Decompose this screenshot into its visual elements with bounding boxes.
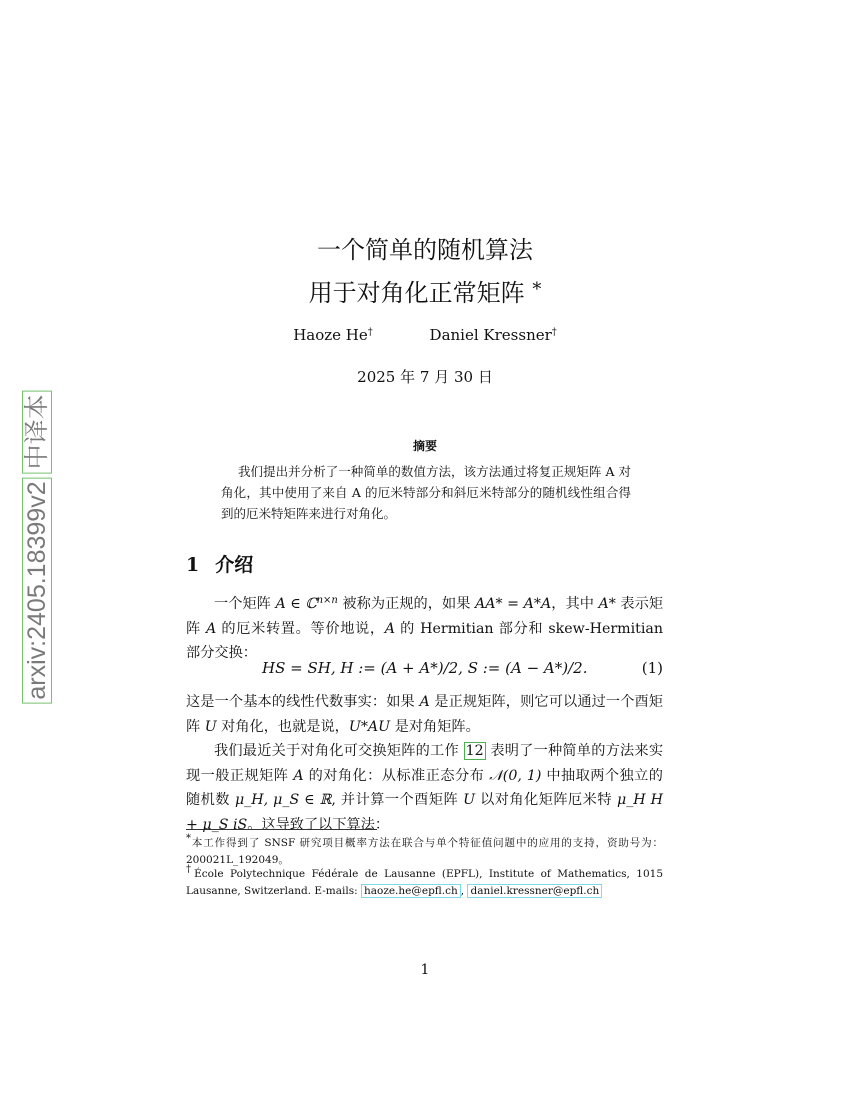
paper-title-line1: 一个简单的随机算法 (317, 236, 533, 264)
section-title: 介绍 (215, 554, 254, 576)
intro-paragraph-3: 我们最近关于对角化可交换矩阵的工作 12 表明了一种简单的方法来实现一般正规矩阵 A 的对角化：从标准正态分布 𝒩(0, 1) 中抽取两个独立的随机数 μ_H, μ_S ∈ ℝ, 并计算一个酉矩阵 U 以对角化矩阵厄米特 μ_H H + μ_S iS。这导致了以下算法： (186, 743, 664, 833)
intro-paragraph-2: 这是一个基本的线性代数事实：如果 A 是正规矩阵，则它可以通过一个酉矩阵 U 对角化，也就是说，U*AU 是对角矩阵。 (186, 694, 664, 735)
section-heading (186, 550, 253, 577)
arxiv-id-link[interactable]: arxiv:2405.18399v2 (22, 477, 52, 703)
footnote-rule (186, 829, 377, 830)
equation-number: (1) (641, 659, 663, 677)
paper-date: 2025 年 7 月 30 日 (357, 368, 493, 386)
email-link-he[interactable]: haoze.he@epfl.ch (361, 884, 461, 898)
abstract-heading: 摘要 (412, 439, 437, 453)
email-link-kressner[interactable]: daniel.kressner@epfl.ch (467, 884, 602, 898)
author-he: Haoze He† (293, 326, 373, 344)
author-kressner: Daniel Kressner† (429, 326, 557, 344)
section-number: 1 (186, 554, 200, 576)
citation-link[interactable]: 12 (465, 743, 484, 759)
footnote-affiliation: †École Polytechnique Fédérale de Lausanne (EPFL), Institute of Mathematics, 1015 Lausanne, Switzerland. E-mails: haoze.he@epfl.ch , daniel.kressner@epfl.ch (186, 864, 664, 897)
footnote-funding: *本工作得到了 SNSF 研究项目概率方法在联合与单个特征值问题中的应用的支持，资助号为：200021L_192049。 (186, 833, 663, 866)
equation-1 (186, 659, 663, 683)
translation-tag: 中译本 (22, 390, 52, 473)
title-footnote-mark[interactable]: * (532, 279, 542, 300)
paper-title-line2-text: 用于对角化正常矩阵 (308, 279, 525, 307)
author-he-footnote-mark[interactable]: † (367, 327, 373, 338)
author-list (0, 326, 850, 344)
intro-paragraph-1: 一个矩阵 A ∈ ℂ$^{n\times n}$ 被称为正规的，如果 AA* = A*A，其中 A* 表示矩阵 A 的厄米转置。等价地说，A 的 Hermitian 部分和 skew-Hermitian 部分交换： (186, 595, 664, 661)
abstract-text: 我们提出并分析了一种简单的数值方法，该方法通过将复正规矩阵 A 对角化，其中使用了来自 A 的厄米特部分和斜厄米特部分的随机线性组合得到的厄米特矩阵来进行对角化。 (221, 464, 631, 521)
equation-body: HS = SH, H := (A + A*)/2, S := (A − A*)/2. (262, 659, 588, 677)
page-number: 1 (420, 962, 430, 978)
paper-title-line2 (0, 270, 850, 313)
author-kressner-footnote-mark[interactable]: † (551, 327, 557, 338)
